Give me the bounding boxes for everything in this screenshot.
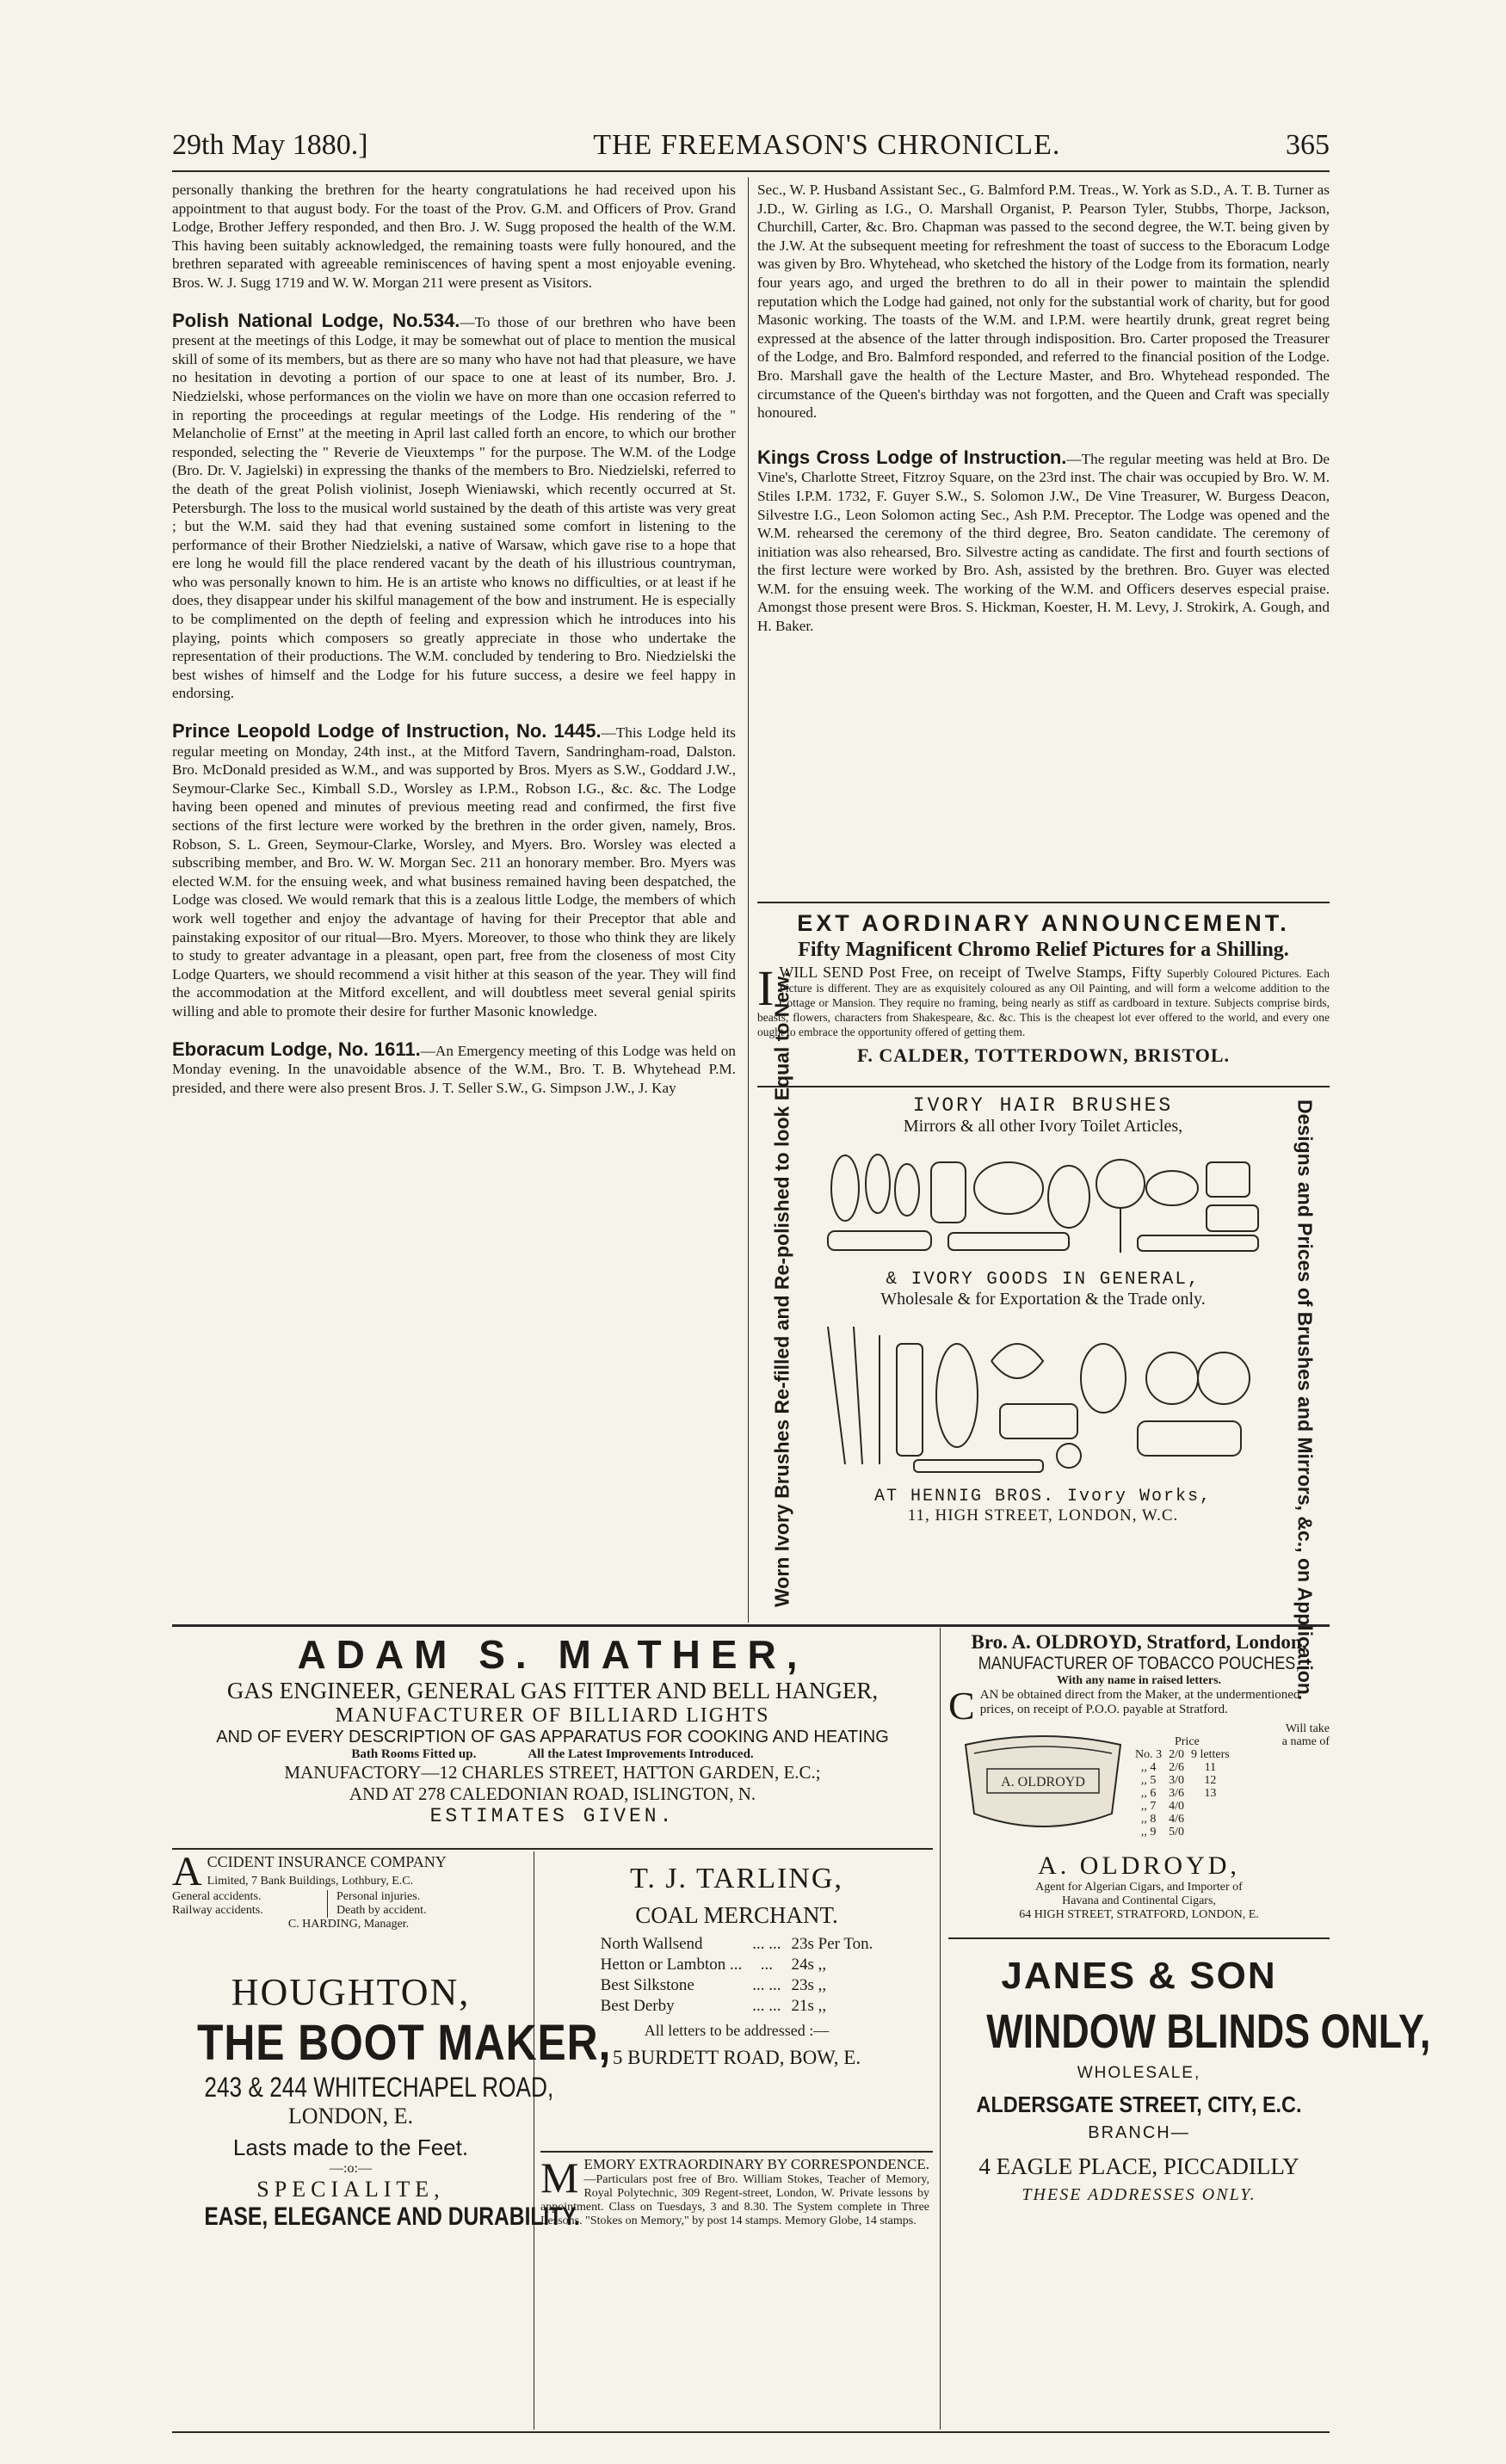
- oldroyd-will-take: Will take: [1285, 1722, 1330, 1735]
- coal-price-table: [596, 1934, 879, 2017]
- mather-factory: MANUFACTORY—12 CHARLES STREET, HATTON GARDEN, E.C.;: [284, 1762, 821, 1783]
- pouch-letters: 12: [1204, 1774, 1217, 1787]
- mather-trade: GAS ENGINEER, GENERAL GAS FITTER AND BELL HANGER,: [226, 1678, 879, 1703]
- kings-cross-text: —The regular meeting was held at Bro. De Vine's, Charlotte Street, Fitzroy Square, on the 23rd inst. The chair was occupied by Bro. W. M. Stiles I.P.M. 1732, F. Guyer S.W., S. Solomon J.W., De Vine Treasurer, W. Burgess Deacon, Silvestre I.G., Leon Solomon acting Sec., Ash P.M. Preceptor. The Lodge was opened and the W.M. rehearsed the ceremony of the third degree, Bro. Seaton candidate. The ceremony of initiation was also rehearsed, Bro. Silvestre acting as candidate. The first and fourth sections of the first lecture were worked by Bro. Ash, assisted by the brethren. Bro. Guyer was elected W.M. for the ensuing week. The working of the W.M. and Officers deserves especial praise. Amongst those present were Bros. S. Hickman, Koester, H. M. Levy, J. Strokirk, A. Gough, and H. Baker.: [757, 450, 1330, 635]
- hennig-right-text: Designs and Prices of Brushes and Mirrors, &c., on Application.: [1293, 1100, 1317, 1701]
- janes-wholesale: WHOLESALE,: [1077, 2064, 1201, 2082]
- calder-subhead: Fifty Magnificent Chromo Relief Pictures for a Shilling.: [798, 939, 1289, 961]
- column-divider: [748, 177, 749, 1623]
- calder-dropcap: I: [757, 960, 775, 1016]
- accident-title-block: [172, 1849, 525, 1894]
- janes-only: THESE ADDRESSES ONLY.: [1021, 2185, 1256, 2204]
- hennig-left-side: [757, 971, 807, 1616]
- oldroyd-body-block: [948, 1684, 1330, 1728]
- janes-branch: BRANCH—: [1088, 2123, 1190, 2142]
- calder-ad: [757, 910, 1330, 1067]
- intro-paragraph: personally thanking the brethren for the hearty congratulations he had received upon his appointment to that august body. For the toast of the Prov. G.M. and Officers of Prov. Grand Lodge, Brother Jeffery responded, and then Bro. J. W. Sugg proposed the health of the W.M. This having been suitably acknowledged, the remaining toasts were fully honoured, and the brethren separated with agreeable reminiscences of having spent a most enjoyable evening. Bros. W. J. Sugg 1719 and W. W. Morgan 211 were present as Visitors.: [172, 182, 736, 291]
- mather-improvements: All the Latest Improvements Introduced.: [528, 1747, 754, 1761]
- oldroyd-divider: [940, 1628, 941, 2430]
- coal-dots: ... ...: [752, 1976, 781, 1994]
- mather-bath: Bath Rooms Fitted up.: [351, 1747, 477, 1761]
- pouch-letters: 9 letters: [1191, 1748, 1230, 1761]
- accident-line1: CCIDENT INSURANCE COMPANY: [207, 1853, 447, 1870]
- accident-dropcap: A: [172, 1849, 202, 1894]
- coal-row: [596, 1996, 879, 2017]
- mather-bottom-rule: [172, 1848, 933, 1850]
- memory-ad: [540, 2153, 929, 2228]
- houghton-boot: THE BOOT MAKER,: [197, 2015, 612, 2071]
- houghton-ease: EASE, ELEGANCE AND DURABILITY.: [204, 2202, 580, 2231]
- hennig-line6: 11, HIGH STREET, LONDON, W.C.: [907, 1506, 1179, 1525]
- coal-row: [596, 1955, 879, 1975]
- issue-date: 29th May 1880.]: [172, 129, 368, 161]
- leopold-lodge-text: —This Lodge held its regular meeting on Monday, 24th inst., at the Mitford Tavern, Sandringham-road, Dalston. Bro. McDonald presided as W.M., and was supported by Bros. Myers as S.W., Goddard J.W., Seymour-Clarke Sec., Kimball S.D., Worsley as I.P.M., Robson I.G., &c. &c. The Lodge having been opened and minutes of previous meeting read and confirmed, the first five sections of the first lecture were worked by the brethren in the order given, namely, Bros. Robson, S. L. Green, Seymour-Clarke, Worsley, and Myers. Bro. Worsley was elected a subscribing member, and Bro. W. W. Morgan Sec. 211 an honorary member. Bro. Myers was elected W.M. for the ensuing week, and what business remained having been despatched, the Lodge was closed. We would remark that this is a zealous little Lodge, the members of which work well together and enjoy the advantage of having for their Preceptor that able and painstaking expositor of our ritual—Bro. Myers. Moreover, to those who think they are likely to study to greater advantage in a pleasant, open part, free from the closeness of most City Lodge Quarters, we should recommend a visit hither at this season of the year. They will find the accommodation at the Mitford excellent, and will doubtless meet several genial spirits willing and able to promote their desire for further Masonic knowledge.: [172, 724, 736, 1019]
- eboracum-lodge-article: [172, 1040, 736, 1098]
- oldroyd-havana: Havana and Continental Cigars,: [1062, 1894, 1216, 1907]
- coal-name: Best Derby: [600, 1997, 675, 2015]
- accident-death: Death by accident.: [336, 1904, 427, 1917]
- tarling-letters: All letters to be addressed :—: [644, 2022, 830, 2039]
- calder-body-lead: WILL SEND Post Free, on receipt of Twelve Stamps, Fifty: [779, 964, 1162, 981]
- footer-rule: [172, 2431, 1330, 2433]
- accident-general: General accidents.: [172, 1890, 262, 1903]
- accident-railway: Railway accidents.: [172, 1904, 263, 1917]
- oldroyd-price-label: Price: [1175, 1735, 1200, 1748]
- coal-price: 21s ,,: [791, 1997, 827, 2015]
- tarling-ad: [540, 1863, 933, 2069]
- pouch-price: 2/0: [1169, 1748, 1185, 1761]
- memory-rule: [540, 2151, 933, 2153]
- pouch-price: 2/6: [1169, 1761, 1185, 1774]
- pouch-price: 4/6: [1169, 1813, 1185, 1826]
- mather-fittings-line: [172, 1747, 933, 1762]
- mather-manufacturer: MANUFACTURER OF BILLIARD LIGHTS: [335, 1704, 770, 1727]
- page-number: 365: [1285, 129, 1330, 161]
- pouch-no: ,, 6: [1140, 1787, 1157, 1800]
- pouch-letters: 11: [1204, 1761, 1217, 1774]
- janes-place: 4 EAGLE PLACE, PICCADILLY: [978, 2153, 1299, 2179]
- hennig-line4: Wholesale & for Exportation & the Trade only.: [880, 1290, 1206, 1309]
- pouch-price-row: [1132, 1748, 1233, 1761]
- houghton-speciality: SPECIALITE,: [256, 2177, 445, 2202]
- oldroyd-price-list: [1132, 1722, 1330, 1839]
- accident-types: [172, 1890, 525, 1918]
- hennig-ad-rule: [757, 1086, 1330, 1087]
- left-column: [172, 181, 736, 1097]
- leopold-lodge-heading: Prince Leopold Lodge of Instruction, No. 1445.: [172, 720, 602, 742]
- oldroyd-agent: Agent for Algerian Cigars, and Importer of: [1035, 1881, 1243, 1894]
- newspaper-title: THE FREEMASON'S CHRONICLE.: [593, 129, 1061, 161]
- houghton-lasts: Lasts made to the Feet.: [232, 2134, 469, 2160]
- kings-cross-heading: Kings Cross Lodge of Instruction.: [757, 446, 1067, 468]
- calder-body: Superbly Coloured Pictures. Each Picture is different. They are as exquisitely coloured as any Oil Painting, and will form a welcome addition to the Cottage or Mansion. They require no framing, being nearly as stiff as cardboard in texture. Subjects comprise birds, beasts, flowers, characters from Shakespeare, &c. &c. This is the cheapest lot ever offered to the world, and every one ought to embrace the opportunity offered of getting them.: [757, 967, 1330, 1038]
- pouch-price: 3/6: [1169, 1787, 1185, 1800]
- pouch-letters: [1188, 1800, 1233, 1813]
- mather-apparatus: AND OF EVERY DESCRIPTION OF GAS APPARATUS FOR COOKING AND HEATING: [216, 1728, 889, 1746]
- janes-street: ALDERSGATE STREET, CITY, E.C.: [976, 2091, 1302, 2117]
- oldroyd-price-header: [1132, 1735, 1330, 1748]
- brushes-illustration-icon: [811, 1137, 1275, 1266]
- hennig-line2: Mirrors & all other Ivory Toilet Articles,: [903, 1117, 1183, 1136]
- houghton-city: LONDON, E.: [287, 2104, 414, 2128]
- oldroyd-address: 64 HIGH STREET, STRATFORD, LONDON, E.: [1019, 1908, 1259, 1921]
- hennig-line5-block: [811, 1486, 1275, 1506]
- oldroyd-ad: [948, 1631, 1330, 1922]
- pouch-no: ,, 7: [1140, 1800, 1157, 1813]
- oldroyd-name-of: a name of: [1281, 1735, 1330, 1748]
- pouch-no: No. 3: [1135, 1748, 1163, 1761]
- polish-lodge-heading: Polish National Lodge, No.534.: [172, 309, 460, 331]
- houghton-address: 243 & 244 WHITECHAPEL ROAD,: [204, 2072, 554, 2103]
- memory-body: —Particulars post free of Bro. William Stokes, Teacher of Memory, Royal Polytechnic, 309 Regent-street, London, W. Private lessons by appointment. Class on Tuesdays, 3 and 8.30. The System complete in Three Lessons. "Stokes on Memory," by post 14 stamps. Memory Globe, 14 stamps.: [540, 2173, 929, 2227]
- coal-name: Best Silkstone: [600, 1976, 694, 1994]
- ivory-goods-illustration-icon: [811, 1309, 1275, 1481]
- coal-name: North Wallsend: [600, 1935, 703, 1953]
- accident-personal: Personal injuries.: [336, 1890, 421, 1903]
- houghton-divider: —:o:—: [330, 2161, 372, 2176]
- pouch-price-row: [1132, 1800, 1233, 1813]
- pouch-price-row: [1132, 1774, 1233, 1787]
- coal-dots: ...: [760, 1956, 773, 1974]
- memory-dropcap: M: [540, 2153, 579, 2202]
- eboracum-continued: Sec., W. P. Husband Assistant Sec., G. Balmford P.M. Treas., W. York as S.D., A. T. B. Turner as J.D., W. Girling as I.G., O. Marshall Organist, P. Pearson Tyler, Stubbs, Thorpe, Jackson, Churchill, Carter, &c. Bro. Chapman was passed to the second degree, the W.T. being given by the J.W. At the subsequent meeting for refreshment the toast of success to the Eboracum Lodge was given by Bro. Whytehead, who sketched the history of the Lodge from its formation, nearly four years ago, and urged the brethren to do all in their power to maintain the splendid reputation which the Lodge had gained, not only for the substantial work of charity, but for good Masonic working. The toasts of the W.M. and I.P.M. were heartily drunk, great regret being expressed at the absence of the latter through indisposition. Bro. Carter proposed the Treasurer of the Lodge, and Bro. Balmford responded, and referred to the financial position of the Lodge. Bro. Marshall gave the health of the Lecture Master, and Bro. Whytehead responded. The circumstance of the Queen's birthday was not forgotten, and the Queen and Craft was specially honoured.: [757, 182, 1330, 422]
- hennig-line1: IVORY HAIR BRUSHES: [912, 1094, 1174, 1117]
- mather-road: AND AT 278 CALEDONIAN ROAD, ISLINGTON, N.: [349, 1783, 756, 1804]
- tarling-name: T. J. TARLING,: [630, 1863, 843, 1894]
- pouch-no: ,, 9: [1140, 1826, 1157, 1839]
- hennig-left-text: Worn Ivory Brushes Re-filled and Re-polished to look Equal to New.: [770, 971, 793, 1607]
- mather-name: ADAM S. MATHER,: [297, 1632, 808, 1677]
- eboracum-lodge-heading: Eboracum Lodge, No. 1611.: [172, 1038, 421, 1060]
- pouch-price: 4/0: [1169, 1800, 1185, 1813]
- coal-dots: ... ...: [752, 1935, 781, 1953]
- pouch-letters: [1188, 1826, 1233, 1839]
- tarling-address: 5 BURDETT ROAD, BOW, E.: [612, 2047, 861, 2068]
- coal-price: 23s ,,: [791, 1976, 827, 1994]
- accident-line2: Limited, 7 Bank Buildings, Lothbury, E.C.: [207, 1875, 414, 1888]
- pouch-no: ,, 5: [1140, 1774, 1157, 1787]
- houghton-ad: [172, 1970, 612, 2232]
- pouch-no: ,, 8: [1140, 1813, 1157, 1826]
- pouch-price-row: [1132, 1826, 1233, 1839]
- calder-ad-rule: [757, 902, 1330, 903]
- janes-name: JANES & SON: [1001, 1955, 1277, 1997]
- header-rule: [172, 170, 1330, 172]
- right-column: [757, 181, 1330, 636]
- pouch-price-row: [1132, 1787, 1233, 1800]
- coal-price: 24s ,,: [791, 1956, 827, 1974]
- pouch-price-row: [1132, 1813, 1233, 1826]
- houghton-name: HOUGHTON,: [231, 1971, 471, 2013]
- coal-row: [596, 1975, 879, 1996]
- pouch-price: 3/0: [1169, 1774, 1185, 1787]
- mather-estimates: ESTIMATES GIVEN.: [429, 1805, 676, 1827]
- eboracum-lodge-text: —An Emergency meeting of this Lodge was held on Monday evening. In the unavoidable absence of the W.M., Bro. T. B. Whytehead P.M. presided, and there were also present Bros. J. T. Seller S.W., G. Simpson J.W., J. Kay: [172, 1042, 736, 1096]
- coal-price: 23s Per Ton.: [791, 1935, 873, 1953]
- leopold-lodge-article: [172, 722, 736, 1021]
- kings-cross-article: [757, 448, 1330, 636]
- oldroyd-raised: With any name in raised letters.: [1056, 1674, 1222, 1687]
- hennig-center: [811, 1094, 1275, 1525]
- memory-line1: EMORY EXTRAORDINARY BY CORRESPONDENCE.: [583, 2156, 929, 2172]
- oldroyd-dropcap: C: [948, 1684, 975, 1728]
- coal-dots: ... ...: [752, 1997, 781, 2015]
- oldroyd-signature: A. OLDROYD,: [1038, 1851, 1240, 1880]
- polish-lodge-article: [172, 311, 736, 703]
- calder-headline: EXT AORDINARY ANNOUNCEMENT.: [797, 910, 1290, 936]
- pouch-no: ,, 4: [1140, 1761, 1157, 1774]
- pouch-price: 5/0: [1169, 1826, 1185, 1839]
- tobacco-pouch-icon: [948, 1728, 1138, 1839]
- pouch-letters: 13: [1204, 1787, 1217, 1800]
- calder-body-block: [757, 960, 1330, 1039]
- hennig-line5: AT HENNIG BROS. Ivory Works,: [873, 1487, 1213, 1506]
- oldroyd-body: AN be obtained direct from the Maker, at the undermentioned prices, on receipt of P.O.O. payable at Stratford.: [979, 1688, 1300, 1716]
- polish-lodge-text: —To those of our brethren who have been present at the meetings of this Lodge, it may be somewhat out of place to mention the musical skill of some of its members, but as there are so many who have not had that pleasure, we have no hesitation in devoting a portion of our space to one at least of its number, Bro. J. Niedzielski, whose performances on the violin we have on more than one occasion referred to in reporting the proceedings at regular meetings of the Lodge. His rendering of the " Melancholie of Ernst" at the meeting in April last called forth an encore, to which our brother responded, selecting the " Reverie de Vieuxtemps " for the purpose. The W.M. of the Lodge (Bro. Dr. V. Jagielski) in expressing the thanks of the members to Bro. Niedzielski, referred to the death of the great Polish violinist, Joseph Wieniawski, which recently occurred at St. Petersburgh. The loss to the musical world sustained by the death of this artiste was very great ; but the W.M. said they had that evening sustained some comfort in listening to the performance of their Brother Niedzielski, a native of Warsaw, which gave rise to a hope that ere long he would fill the place rendered vacant by the death of his illustrious countryman, who was personally known to him. He is an artiste who knows no difficulties, or at least if he does, they disappear under his skilful management of the bow and instrument. He is especially to be complimented on the depth of feeling and expression which he introduces into his playing, points which composers so greatly appreciate in those who undertake the representation of their productions. The W.M. concluded by tendering to Bro. Niedzielski the best wishes of himself and the Lodge for his future success, a desire we feel happy in endorsing.: [172, 313, 736, 702]
- janes-blinds: WINDOW BLINDS ONLY,: [986, 2004, 1431, 2058]
- coal-name: Hetton or Lambton ...: [600, 1956, 743, 1974]
- pouch-letters: [1188, 1813, 1233, 1826]
- calder-signature: F. CALDER, TOTTERDOWN, BRISTOL.: [856, 1044, 1231, 1066]
- pouch-price-row: [1132, 1761, 1233, 1774]
- hennig-right-side: [1280, 1091, 1330, 1701]
- coal-row: [596, 1934, 879, 1955]
- oldroyd-maker: MANUFACTURER OF TOBACCO POUCHES,: [978, 1654, 1300, 1673]
- ads-rule: [172, 1624, 1330, 1627]
- janes-ad: [948, 1955, 1431, 2205]
- oldroyd-price-table: [1132, 1748, 1233, 1839]
- accident-manager: C. HARDING, Manager.: [287, 1918, 410, 1931]
- mather-ad: [172, 1631, 933, 1827]
- janes-rule: [948, 1937, 1330, 1939]
- oldroyd-heading: Bro. A. OLDROYD, Stratford, London,: [971, 1631, 1307, 1653]
- accident-ad: [172, 1849, 525, 1931]
- hennig-line3: & IVORY GOODS IN GENERAL,: [886, 1270, 1200, 1290]
- oldroyd-price-block: [948, 1722, 1330, 1851]
- pouch-name-text: A. OLDROYD: [1001, 1775, 1085, 1789]
- page-header: [172, 129, 1330, 169]
- tarling-trade: COAL MERCHANT.: [635, 1902, 838, 1928]
